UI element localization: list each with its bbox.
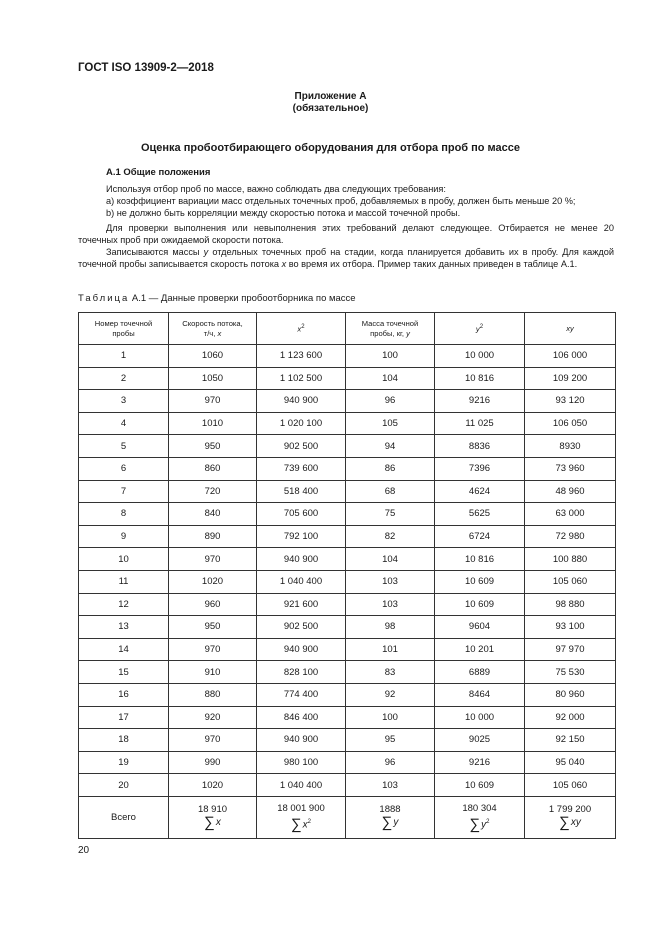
table-cell: 17 — [79, 706, 169, 729]
table-cell: 950 — [169, 435, 257, 458]
table-cell: 828 100 — [257, 661, 346, 684]
table-cell: 19 — [79, 751, 169, 774]
table-row — [79, 503, 616, 526]
records-text-2: отдельных точечных проб на стадии, когда планируется добавить их в пробу. Для каждой точечной пробы записывается скорость потока — [78, 247, 614, 270]
table-cell: 5 — [79, 435, 169, 458]
table-row — [79, 593, 616, 616]
table-cell: 10 816 — [435, 367, 525, 390]
table-cell: 1020 — [169, 570, 257, 593]
table-cell: 100 880 — [525, 548, 616, 571]
table-cell: 4 — [79, 412, 169, 435]
table-cell: 104 — [346, 548, 435, 571]
header-flow-rate: Скорость потока, т/ч, x — [169, 313, 257, 345]
table-cell: 103 — [346, 593, 435, 616]
table-cell: 15 — [79, 661, 169, 684]
table-row — [79, 706, 616, 729]
table-row — [79, 457, 616, 480]
table-cell: 9 — [79, 525, 169, 548]
table-cell: 75 — [346, 503, 435, 526]
table-cell: 10 000 — [435, 345, 525, 368]
table-cell: 10 000 — [435, 706, 525, 729]
table-cell: 82 — [346, 525, 435, 548]
records-text-3: во время их отбора. Пример таких данных приведен в таблице А.1. — [286, 259, 578, 270]
table-cell: 950 — [169, 616, 257, 639]
table-cell: 940 900 — [257, 390, 346, 413]
table-cell: 8464 — [435, 683, 525, 706]
table-cell: 10 201 — [435, 638, 525, 661]
table-cell: 970 — [169, 548, 257, 571]
table-cell: 970 — [169, 390, 257, 413]
table-cell: 1 020 100 — [257, 412, 346, 435]
header-sample-mass: Масса точечной пробы, кг, y — [346, 313, 435, 345]
table-cell: 93 100 — [525, 616, 616, 639]
table-cell: 95 — [346, 729, 435, 752]
table-cell: 83 — [346, 661, 435, 684]
table-cell: 518 400 — [257, 480, 346, 503]
table-cell: 1 040 400 — [257, 570, 346, 593]
table-cell: 846 400 — [257, 706, 346, 729]
header-sample-number: Номер точечной пробы — [79, 313, 169, 345]
table-cell: 1 102 500 — [257, 367, 346, 390]
table-cell: 6724 — [435, 525, 525, 548]
table-cell: 10 609 — [435, 774, 525, 797]
table-caption — [78, 293, 356, 304]
table-cell: 720 — [169, 480, 257, 503]
total-cell: 180 304 $\sum y^2$ — [435, 796, 525, 838]
total-cell: 1 799 200 ∑xy — [525, 796, 616, 838]
table-cell: 902 500 — [257, 616, 346, 639]
table-cell: 96 — [346, 751, 435, 774]
table-row — [79, 661, 616, 684]
header-x-squared: $x^2$ — [257, 313, 346, 345]
subsection-heading: А.1 Общие положения — [106, 167, 211, 178]
table-cell: 106 000 — [525, 345, 616, 368]
table-cell: 860 — [169, 457, 257, 480]
table-cell: 940 900 — [257, 548, 346, 571]
table-row — [79, 616, 616, 639]
table-row — [79, 480, 616, 503]
paragraph-records — [78, 246, 614, 270]
table-caption-label: Таблица — [78, 293, 130, 304]
header-y-squared: $y^2$ — [435, 313, 525, 345]
table-cell: 9604 — [435, 616, 525, 639]
table-cell: 7 — [79, 480, 169, 503]
total-cell: 18 001 900 $\sum x^2$ — [257, 796, 346, 838]
total-cell: 1888 ∑y — [346, 796, 435, 838]
table-total-row — [79, 796, 616, 838]
table-cell: 8 — [79, 503, 169, 526]
table-cell: 106 050 — [525, 412, 616, 435]
table-cell: 100 — [346, 706, 435, 729]
annex-status: (обязательное) — [292, 103, 369, 114]
standard-header: ГОСТ ISO 13909-2—2018 — [78, 62, 214, 74]
table-cell: 840 — [169, 503, 257, 526]
table-row — [79, 367, 616, 390]
table-row — [79, 570, 616, 593]
table-cell: 7396 — [435, 457, 525, 480]
table-cell: 920 — [169, 706, 257, 729]
table-cell: 902 500 — [257, 435, 346, 458]
table-cell: 95 040 — [525, 751, 616, 774]
table-cell: 72 980 — [525, 525, 616, 548]
table-cell: 1 040 400 — [257, 774, 346, 797]
table-cell: 1 123 600 — [257, 345, 346, 368]
table-cell: 921 600 — [257, 593, 346, 616]
table-cell: 1020 — [169, 774, 257, 797]
table-cell: 774 400 — [257, 683, 346, 706]
table-cell: 14 — [79, 638, 169, 661]
table-cell: 1 — [79, 345, 169, 368]
table-cell: 10 — [79, 548, 169, 571]
table-cell: 6889 — [435, 661, 525, 684]
table-cell: 68 — [346, 480, 435, 503]
table-cell: 940 900 — [257, 729, 346, 752]
paragraph-requirements-intro: Используя отбор проб по массе, важно соблюдать два следующих требования: — [106, 184, 446, 194]
table-cell: 910 — [169, 661, 257, 684]
table-cell: 92 000 — [525, 706, 616, 729]
table-cell: 16 — [79, 683, 169, 706]
table-row — [79, 548, 616, 571]
table-cell: 105 060 — [525, 570, 616, 593]
table-cell: 1060 — [169, 345, 257, 368]
table-row — [79, 525, 616, 548]
annex-title: Приложение А — [294, 91, 367, 102]
table-row — [79, 412, 616, 435]
table-cell: 705 600 — [257, 503, 346, 526]
table-cell: 75 530 — [525, 661, 616, 684]
table-row — [79, 729, 616, 752]
table-caption-text: А.1 — Данные проверки пробоотборника по массе — [129, 293, 356, 304]
records-var-y: y — [203, 247, 209, 257]
sampler-data-table — [78, 312, 616, 839]
page-number: 20 — [78, 845, 90, 856]
table-cell: 18 — [79, 729, 169, 752]
table-cell: 970 — [169, 638, 257, 661]
table-row — [79, 774, 616, 797]
table-cell: 3 — [79, 390, 169, 413]
table-cell: 98 880 — [525, 593, 616, 616]
records-var-x: x — [281, 259, 287, 270]
table-cell: 92 150 — [525, 729, 616, 752]
table-cell: 12 — [79, 593, 169, 616]
table-cell: 11 — [79, 570, 169, 593]
paragraph-requirement-b: b) не должно быть корреляции между скоростью потока и массой точечной пробы. — [106, 208, 461, 218]
table-row — [79, 390, 616, 413]
table-row — [79, 345, 616, 368]
table-cell: 92 — [346, 683, 435, 706]
table-cell: 109 200 — [525, 367, 616, 390]
table-cell: 93 120 — [525, 390, 616, 413]
records-text-1: Записываются массы — [106, 247, 204, 257]
table-cell: 98 — [346, 616, 435, 639]
table-cell: 11 025 — [435, 412, 525, 435]
table-cell: 97 970 — [525, 638, 616, 661]
table-cell: 739 600 — [257, 457, 346, 480]
table-cell: 100 — [346, 345, 435, 368]
total-label: Всего — [79, 796, 169, 838]
table-row — [79, 435, 616, 458]
table-cell: 63 000 — [525, 503, 616, 526]
header-xy: xy — [525, 313, 616, 345]
table-cell: 5625 — [435, 503, 525, 526]
table-cell: 1050 — [169, 367, 257, 390]
paragraph-verification: Для проверки выполнения или невыполнения этих требований делают следующее. Отбирается не менее 20 точечных проб при ожидаемой скорости потока. — [78, 223, 614, 246]
table-cell: 103 — [346, 774, 435, 797]
table-cell: 101 — [346, 638, 435, 661]
section-title: Оценка пробоотбирающего оборудования для отбора проб по массе — [140, 142, 521, 154]
table-cell: 2 — [79, 367, 169, 390]
table-cell: 20 — [79, 774, 169, 797]
total-cell: 18 910 ∑x — [169, 796, 257, 838]
table-cell: 6 — [79, 457, 169, 480]
table-cell: 9025 — [435, 729, 525, 752]
table-cell: 80 960 — [525, 683, 616, 706]
table-cell: 8930 — [525, 435, 616, 458]
table-cell: 104 — [346, 367, 435, 390]
table-cell: 890 — [169, 525, 257, 548]
table-row — [79, 638, 616, 661]
table-cell: 105 060 — [525, 774, 616, 797]
table-cell: 1010 — [169, 412, 257, 435]
table-cell: 940 900 — [257, 638, 346, 661]
table-cell: 970 — [169, 729, 257, 752]
table-cell: 10 609 — [435, 593, 525, 616]
table-cell: 980 100 — [257, 751, 346, 774]
table-cell: 8836 — [435, 435, 525, 458]
table-cell: 86 — [346, 457, 435, 480]
table-cell: 960 — [169, 593, 257, 616]
table-cell: 105 — [346, 412, 435, 435]
table-cell: 10 609 — [435, 570, 525, 593]
paragraph-requirement-a: а) коэффициент вариации масс отдельных точечных проб, добавляемых в пробу, должен быть меньше 20 %; — [106, 196, 576, 206]
table-cell: 4624 — [435, 480, 525, 503]
table-cell: 48 960 — [525, 480, 616, 503]
table-cell: 792 100 — [257, 525, 346, 548]
table-cell: 73 960 — [525, 457, 616, 480]
table-cell: 880 — [169, 683, 257, 706]
table-cell: 9216 — [435, 751, 525, 774]
table-header-row — [79, 313, 616, 345]
table-cell: 13 — [79, 616, 169, 639]
table-row — [79, 751, 616, 774]
table-row — [79, 683, 616, 706]
table-cell: 9216 — [435, 390, 525, 413]
table-cell: 96 — [346, 390, 435, 413]
table-cell: 94 — [346, 435, 435, 458]
table-cell: 10 816 — [435, 548, 525, 571]
table-cell: 990 — [169, 751, 257, 774]
table-cell: 103 — [346, 570, 435, 593]
